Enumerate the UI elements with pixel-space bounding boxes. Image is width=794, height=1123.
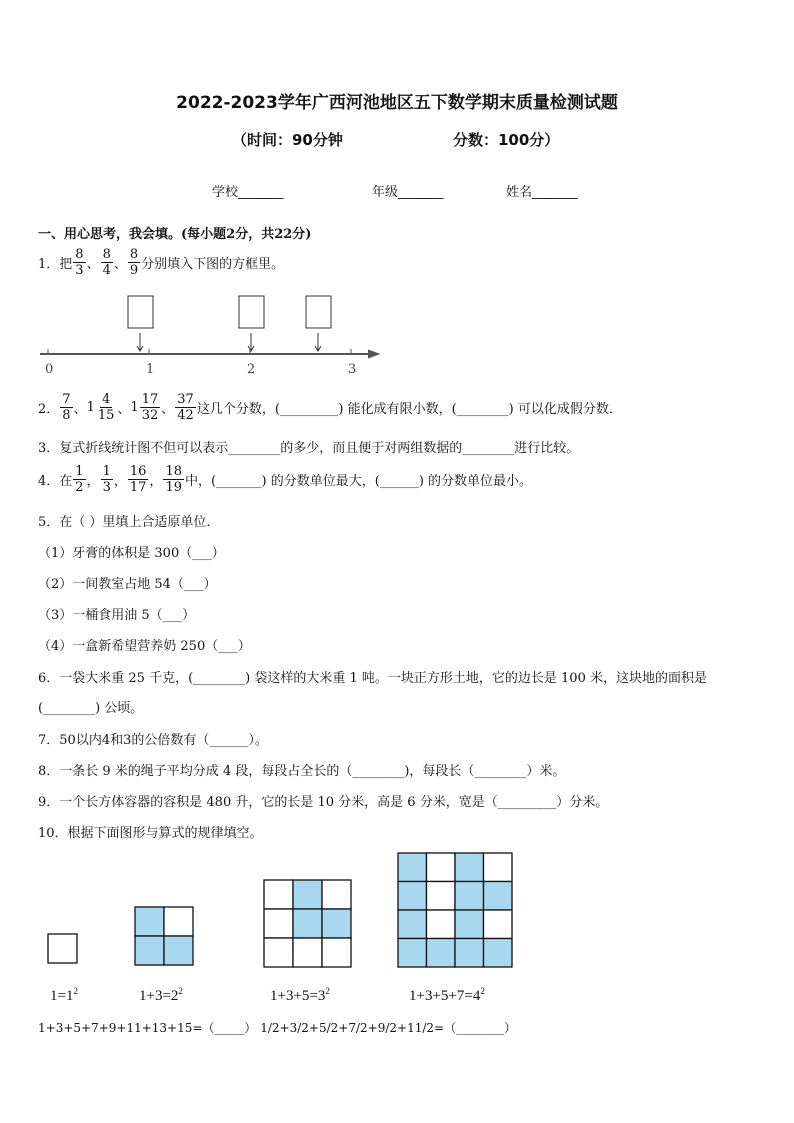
grade-field: 年级_______	[372, 185, 444, 200]
grid-cell	[293, 938, 322, 967]
time-label: （时间：90分钟	[232, 131, 343, 149]
grid-cell	[48, 934, 77, 963]
question-6-line1: 6．一袋大米重 25 千克，(________) 袋这样的大米重 1 吨。一块正方形土地，它的边长是 100 米，这块地的面积是	[38, 671, 707, 686]
grid-cell	[455, 882, 484, 911]
grid-cell	[293, 880, 322, 909]
separator: ，	[113, 474, 127, 489]
separator: ，	[149, 474, 163, 489]
q1-prefix: 1．把	[38, 257, 73, 272]
grid-cell	[484, 910, 513, 939]
tick-label: 0	[45, 362, 54, 377]
separator: 、	[86, 257, 100, 272]
separator: 、	[113, 257, 127, 272]
grid-cell	[427, 882, 456, 911]
question-10-answers: 1+3+5+7+9+11+13+15=（_____） 1/2+3/2+5/2+7/2+9/2+11/2=（________）	[38, 1021, 517, 1035]
formula-caption: $1+3=2^2$	[139, 986, 183, 1004]
fraction: $\frac{1}{3}$	[102, 464, 111, 495]
section-1-heading: 一、用心思考，我会填。(每小题2分，共22分)	[38, 227, 312, 242]
grid-cell	[484, 939, 513, 968]
grid-cell	[398, 882, 427, 911]
grid-cell	[135, 907, 164, 936]
fraction: $\frac{37}{42}$	[177, 392, 194, 423]
grid-cell	[427, 939, 456, 968]
question-5-item: （1）牙膏的体积是 300（___）	[38, 546, 225, 561]
question-6-line2: (________) 公顷。	[38, 701, 144, 716]
grid-cell	[264, 938, 293, 967]
grid-cell	[484, 882, 513, 911]
grid-cell	[398, 939, 427, 968]
grid-cell	[322, 909, 351, 938]
question-3: 3．复式折线统计图不但可以表示________的多少，而且便于对两组数据的________进行比较。	[38, 441, 580, 456]
grid-cell	[455, 910, 484, 939]
separator: ，	[86, 474, 100, 489]
q1-suffix: 分别填入下图的方框里。	[141, 257, 285, 272]
grid-cell	[427, 853, 456, 882]
grid-cell	[322, 938, 351, 967]
score-label: 分数：100分）	[453, 131, 560, 149]
formula-caption: $1+3+5=3^2$	[270, 986, 330, 1004]
tick-label: 2	[247, 362, 256, 377]
fraction: $\frac{18}{19}$	[165, 464, 182, 495]
grid-cell	[398, 853, 427, 882]
question-5-item: （3）一桶食用油 5（___）	[38, 608, 196, 623]
name-field: 姓名_______	[506, 185, 578, 200]
grid-cell	[264, 880, 293, 909]
fraction: $\frac{8}{4}$	[102, 247, 111, 278]
separator: 、	[161, 402, 175, 417]
tick-label: 3	[348, 362, 357, 377]
mixed-number: 1 $\frac{17}{32}$	[130, 392, 159, 423]
separator: 、	[117, 402, 131, 417]
grid-cell	[484, 853, 513, 882]
q4-suffix: 中，(_______) 的分数单位最大，(______) 的分数单位最小。	[184, 474, 533, 489]
q2-prefix: 2．	[38, 402, 60, 417]
grid-cell	[135, 936, 164, 965]
fraction: $\frac{8}{9}$	[129, 247, 139, 278]
q2-suffix: 这几个分数，(_________) 能化成有限小数，(________) 可以化成假分数．	[196, 402, 622, 417]
fraction: $\frac{16}{17}$	[129, 464, 147, 495]
separator: 、	[73, 402, 87, 417]
grid-cell	[322, 880, 351, 909]
fraction: $\frac{7}{8}$	[62, 392, 71, 423]
tick-label: 1	[146, 362, 155, 377]
grid-cell	[455, 853, 484, 882]
grid-cell	[164, 907, 193, 936]
formula-caption: $1=1^2$	[50, 986, 78, 1004]
mixed-number: 1 $\frac{4}{15}$	[86, 392, 115, 423]
q4-prefix: 4．在	[38, 474, 73, 489]
grid-cell	[455, 939, 484, 968]
grid-cell	[293, 909, 322, 938]
grid-cell	[264, 909, 293, 938]
fraction: $\frac{8}{3}$	[75, 247, 84, 278]
question-7: 7．50以内4和3的公倍数有（______）。	[38, 733, 268, 748]
question-5-item: （4）一盒新希望营养奶 250（___）	[38, 639, 251, 654]
question-9: 9．一个长方体容器的容积是 480 升，它的长是 10 分米，高是 6 分米，宽是（_________）分米。	[38, 795, 609, 810]
fraction: $\frac{1}{2}$	[75, 464, 84, 495]
question-8: 8．一条长 9 米的绳子平均分成 4 段，每段占全长的（________)，每段长（________）米。	[38, 764, 566, 779]
question-5-item: （2）一间教室占地 54（___）	[38, 577, 217, 592]
grid-cell	[164, 936, 193, 965]
question-5-stem: 5．在（ ）里填上合适原单位．	[38, 515, 220, 530]
grid-cell	[427, 910, 456, 939]
grid-cell	[398, 910, 427, 939]
question-10-stem: 10．根据下面图形与算式的规律填空。	[38, 826, 263, 841]
school-field: 学校_______	[212, 185, 284, 200]
formula-caption: $1+3+5+7=4^2$	[409, 986, 485, 1004]
page-title: 2022-2023学年广西河池地区五下数学期末质量检测试题	[176, 93, 618, 113]
